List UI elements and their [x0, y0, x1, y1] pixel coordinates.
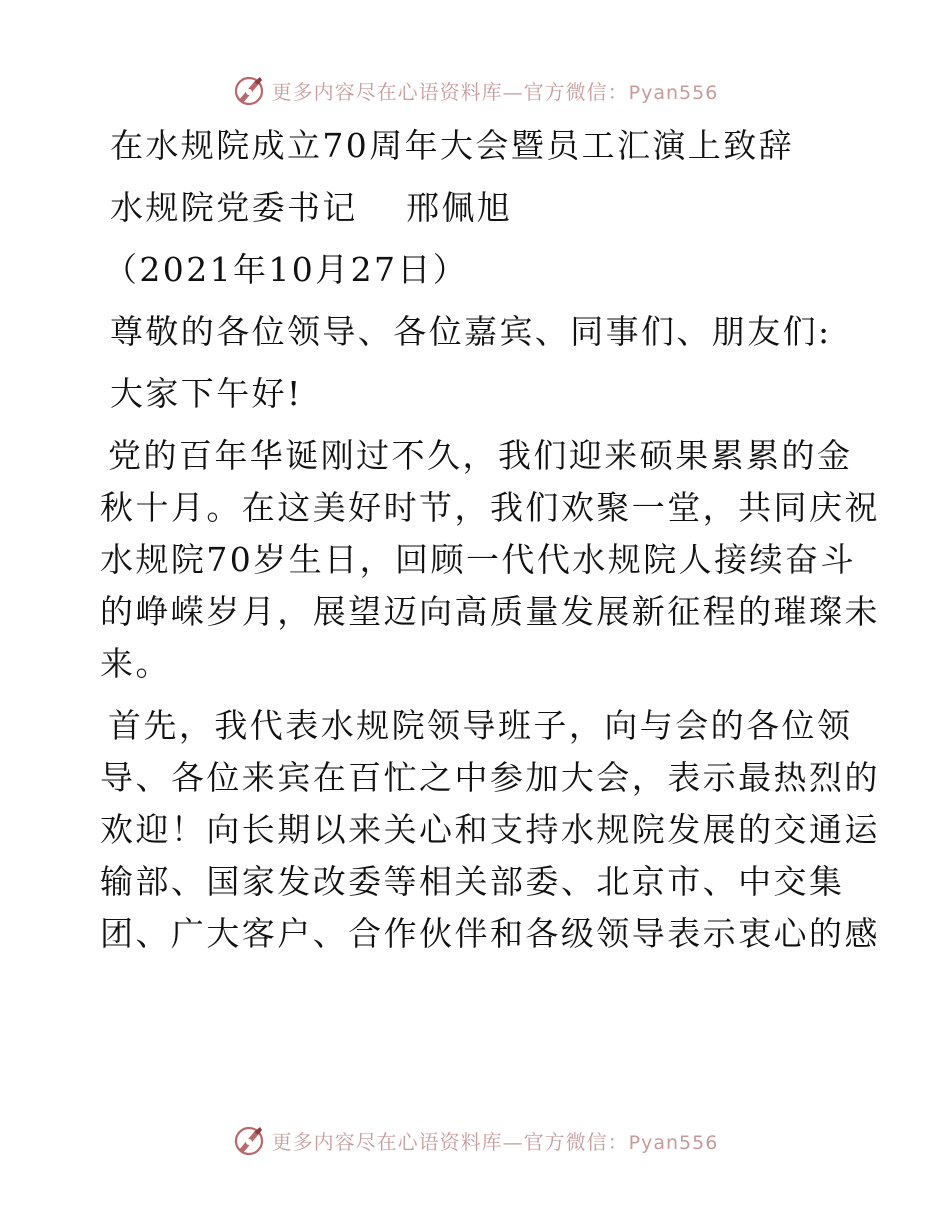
watermark-wechat-id: Pyan556 — [628, 81, 719, 104]
watermark-text: 更多内容尽在心语资料库—官方微信：Pyan556 — [271, 1129, 719, 1154]
greeting: 大家下午好! — [110, 374, 303, 413]
paragraph-line: 的峥嵘岁月，展望迈向高质量发展新征程的璀璨未 — [100, 592, 880, 631]
author-line: 水规院党委书记 邢佩旭 — [110, 188, 513, 227]
paragraph-line: 来。 — [100, 644, 171, 683]
pen-circle-logo-icon — [232, 1123, 266, 1157]
watermark-wechat-id: Pyan556 — [628, 1131, 719, 1154]
date-line: （2021年10月27日） — [104, 250, 469, 289]
watermark-group — [232, 1123, 719, 1157]
paragraph-line: 首先，我代表水规院领导班子，向与会的各位领 — [108, 706, 853, 745]
paragraph-line: 导、各位来宾在百忙之中参加大会，表示最热烈的 — [100, 758, 880, 797]
paragraph-line: 秋十月。在这美好时节，我们欢聚一堂，共同庆祝 — [100, 488, 880, 527]
pen-circle-logo-icon — [232, 73, 266, 107]
document-title: 在水规院成立70周年大会暨员工汇演上致辞 — [110, 126, 794, 165]
paragraph-line: 党的百年华诞刚过不久，我们迎来硕果累累的金 — [108, 436, 853, 475]
watermark-group — [232, 73, 719, 107]
paragraph-line: 团、广大客户、合作伙伴和各级领导表示衷心的感 — [100, 914, 880, 953]
paragraph-2 — [100, 700, 880, 960]
footer-watermark — [0, 1120, 950, 1160]
document-body — [100, 120, 880, 960]
paragraph-line: 输部、国家发改委等相关部委、北京市、中交集 — [100, 862, 845, 901]
paragraph-line: 水规院70岁生日，回顾一代代水规院人接续奋斗 — [100, 540, 856, 579]
paragraph-line: 欢迎！向长期以来关心和支持水规院发展的交通运 — [100, 810, 880, 849]
salutation: 尊敬的各位领导、各位嘉宾、同事们、朋友们: — [110, 312, 832, 351]
watermark-text: 更多内容尽在心语资料库—官方微信：Pyan556 — [271, 79, 719, 104]
paragraph-1 — [100, 430, 880, 690]
header-watermark — [0, 70, 950, 110]
